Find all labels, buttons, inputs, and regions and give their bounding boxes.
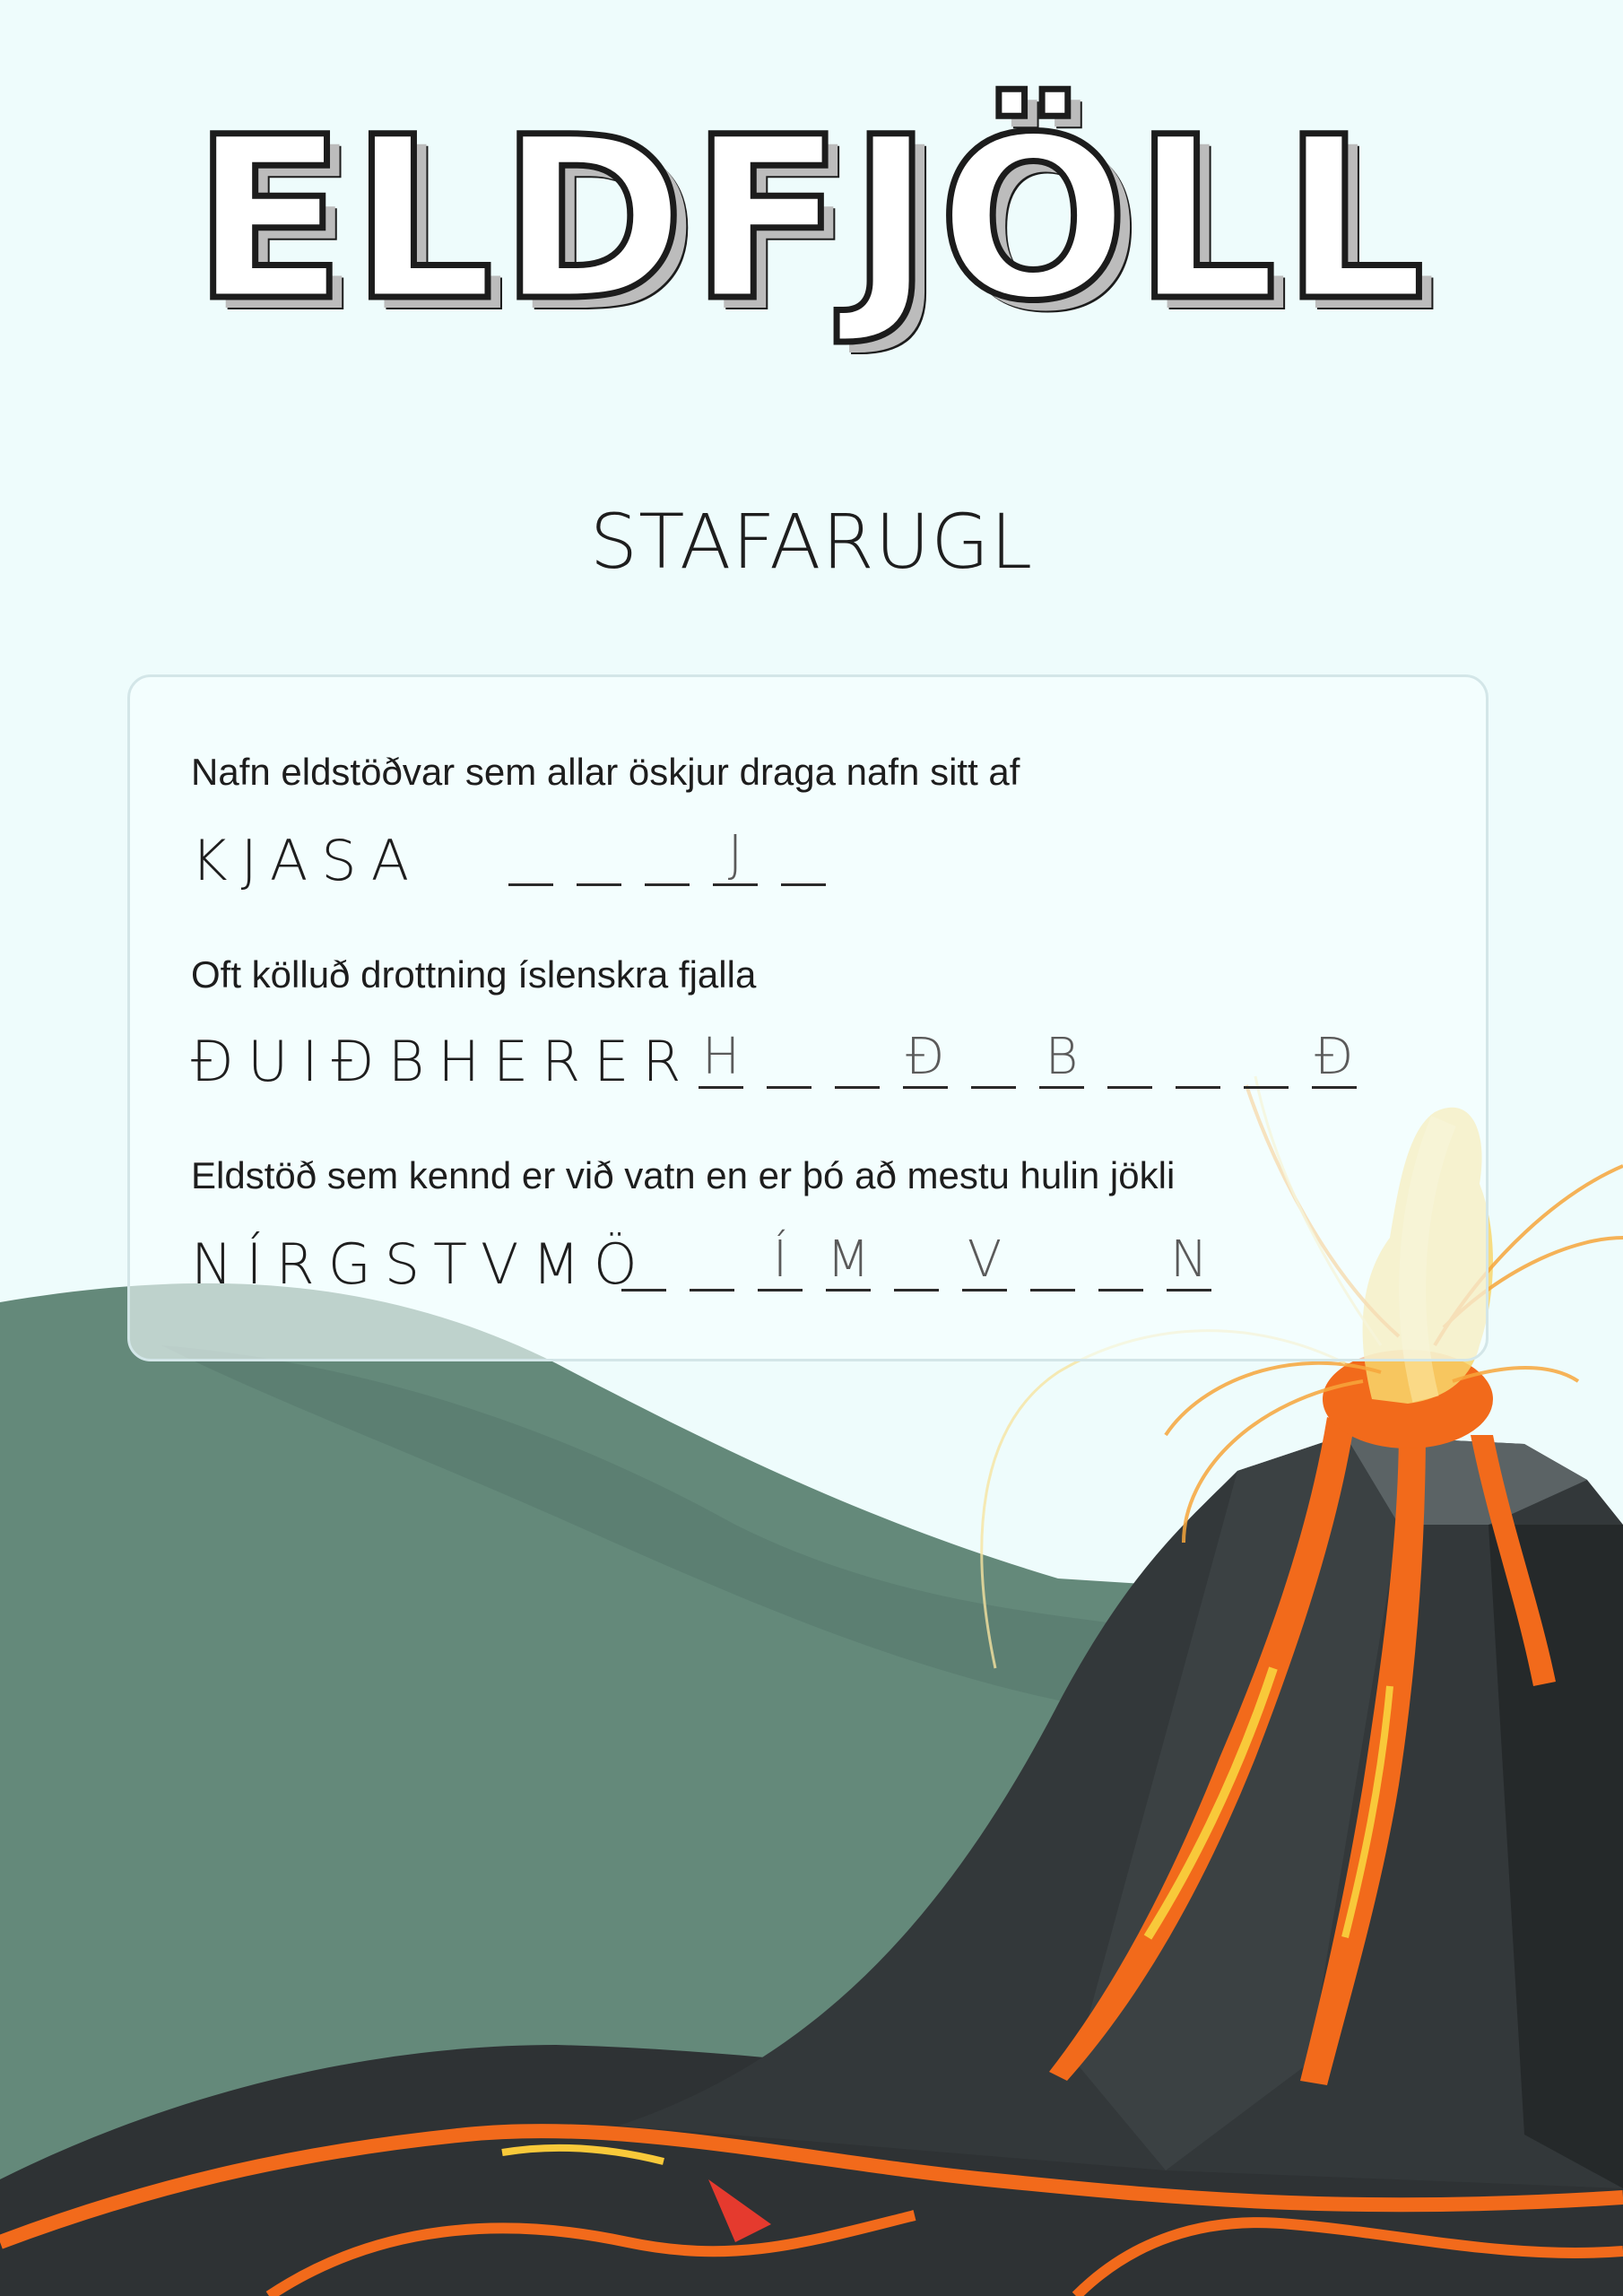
letter-slot[interactable]: M <box>826 1231 871 1292</box>
letter-slot[interactable] <box>508 826 553 886</box>
letter-slot[interactable] <box>645 826 690 886</box>
letter-slot[interactable]: Í <box>758 1231 803 1292</box>
letter-slot[interactable] <box>690 1231 734 1292</box>
letter-slot[interactable] <box>1030 1231 1075 1292</box>
answer-slots-3 <box>621 1231 1211 1292</box>
letter-slot[interactable]: H <box>699 1029 743 1089</box>
question-1: Nafn eldstöðvar sem allar öskjur draga nafn sitt af <box>191 751 1020 793</box>
puzzle-panel <box>127 674 1488 1361</box>
letter-slot[interactable]: B <box>1039 1029 1084 1089</box>
question-2: Oft kölluð drottning íslenskra fjalla <box>191 953 757 996</box>
letter-slot[interactable]: J <box>713 826 758 886</box>
letter-slot[interactable] <box>971 1029 1016 1089</box>
page-title: ELDFJÖLL <box>192 89 1431 350</box>
letter-slot[interactable] <box>1098 1231 1143 1292</box>
letter-slot[interactable] <box>1244 1029 1289 1089</box>
answer-slots-2 <box>699 1029 1357 1089</box>
scrambled-word-3: NÍRGSTVMÖ <box>191 1231 651 1297</box>
answer-slots-1 <box>508 826 826 886</box>
page-subtitle: STAFARUGL <box>589 498 1034 586</box>
letter-slot[interactable]: N <box>1167 1231 1211 1292</box>
letter-slot[interactable] <box>781 826 826 886</box>
letter-slot[interactable]: Ð <box>1312 1029 1357 1089</box>
scrambled-word-1: KJASA <box>191 828 423 893</box>
letter-slot[interactable] <box>1107 1029 1152 1089</box>
letter-slot[interactable]: Ð <box>903 1029 948 1089</box>
letter-slot[interactable] <box>894 1231 939 1292</box>
letter-slot[interactable] <box>1176 1029 1220 1089</box>
letter-slot[interactable] <box>577 826 621 886</box>
letter-slot[interactable] <box>621 1231 666 1292</box>
scrambled-word-2: ÐUIÐBHERER <box>191 1029 695 1094</box>
letter-slot[interactable] <box>767 1029 812 1089</box>
letter-slot[interactable] <box>835 1029 880 1089</box>
question-3: Eldstöð sem kennd er við vatn en er þó að mestu hulin jökli <box>191 1154 1176 1196</box>
letter-slot[interactable]: V <box>962 1231 1007 1292</box>
